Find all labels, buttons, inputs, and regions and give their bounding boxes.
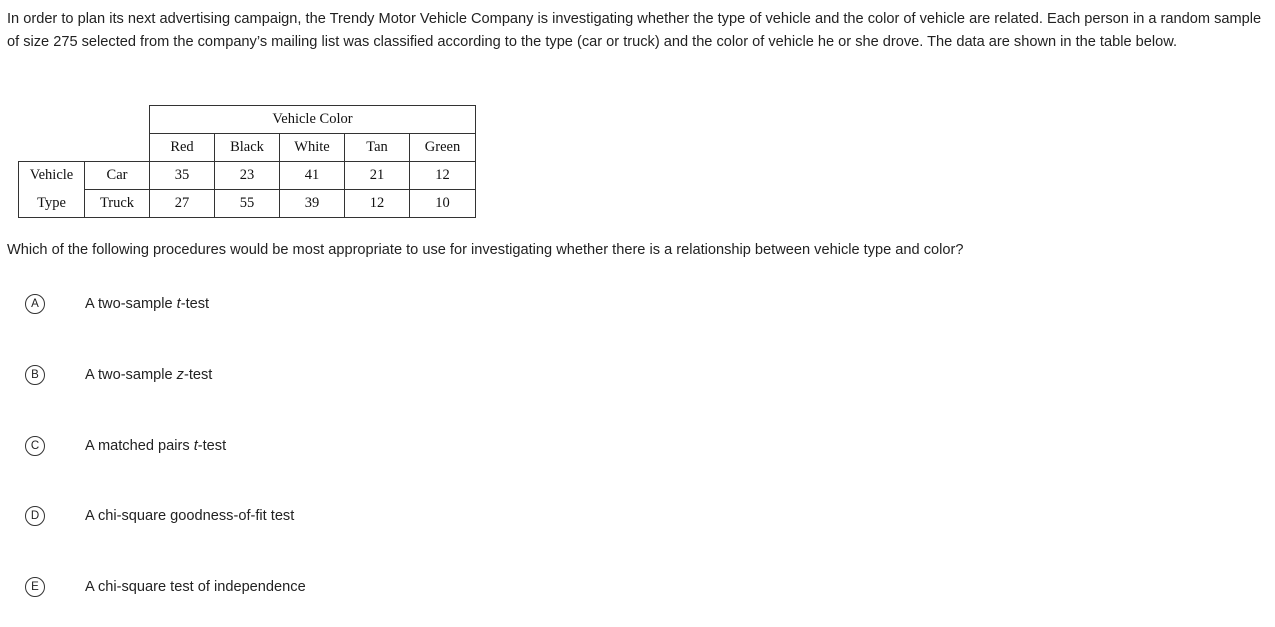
table-cell: 21 [345,162,410,190]
question-prompt: Which of the following procedures would be most appropriate to use for investigating whether there is a relationship between vehicle type and color? [7,242,964,258]
question-stem: In order to plan its next advertising campaign, the Trendy Motor Vehicle Company is investigating whether the type of vehicle and the color of vehicle are related. Each person in a random sample of size 275 selected from the company’s mailing list was classified according to the type (car or truck) and the color of vehicle he or she drove. The data are shown in the table below. [7,11,1262,50]
answer-option-e[interactable] [25,576,306,598]
row-label: Car [85,162,150,190]
table-cell: 41 [280,162,345,190]
answer-option-a[interactable] [25,293,210,315]
option-text: A two-sample t-test [85,296,210,312]
table-cell: 55 [215,190,280,218]
row-group-header: Type [19,190,85,218]
table-cell: 35 [150,162,215,190]
table-cell: 27 [150,190,215,218]
table-cell: 10 [410,190,476,218]
option-text: A matched pairs t-test [85,438,227,454]
row-group-header: Vehicle [19,162,85,190]
table-cell: 39 [280,190,345,218]
column-header: Green [410,134,476,162]
option-text: A chi-square test of independence [85,579,306,595]
option-letter-badge[interactable]: B [25,365,45,385]
option-letter-badge[interactable]: D [25,506,45,526]
answer-option-d[interactable] [25,505,295,527]
column-header: Tan [345,134,410,162]
column-header: Black [215,134,280,162]
table-cell: 12 [410,162,476,190]
option-letter-badge[interactable]: A [25,294,45,314]
contingency-table [18,105,476,218]
row-label: Truck [85,190,150,218]
option-text: A chi-square goodness-of-fit test [85,508,295,524]
table-cell: 12 [345,190,410,218]
option-letter-badge[interactable]: E [25,577,45,597]
answer-option-b[interactable] [25,364,213,386]
answer-option-c[interactable] [25,435,227,457]
column-header: White [280,134,345,162]
option-letter-badge[interactable]: C [25,436,45,456]
table-cell: 23 [215,162,280,190]
column-header: Red [150,134,215,162]
column-group-header: Vehicle Color [150,106,476,134]
option-text: A two-sample z-test [85,367,213,383]
